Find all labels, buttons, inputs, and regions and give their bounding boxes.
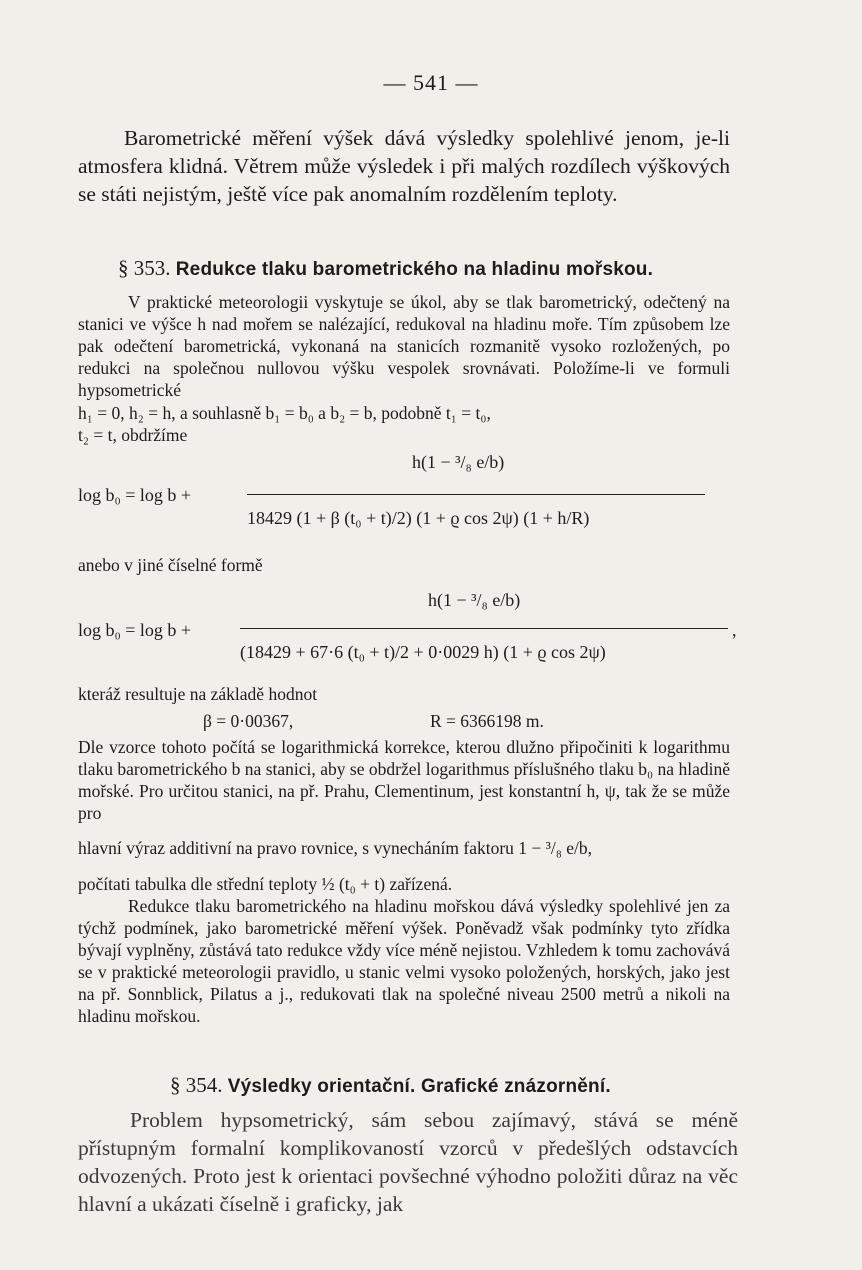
formula-2-comma: ,: [732, 620, 737, 640]
formula-1-denominator: 18429 (1 + β (t₀ + t)/2) (1 + ϱ cos 2ψ) (1 + h/R): [247, 508, 590, 528]
section-heading-354: [170, 1073, 611, 1098]
fraction-bar-1: [247, 494, 705, 495]
value-beta: β = 0·00367,: [203, 711, 294, 731]
alt-form-label: anebo v jiné číselné formě: [78, 555, 263, 575]
paragraph-reliability: Redukce tlaku barometrického na hladinu mořskou dává výsledky spolehlivé jen za týchž podmínek, jako barometrické měření výšek. Poněvadž však podmínky tyto zřídka bývají vyplněny, zůstává tato redukce vždy více méně nejistou. Vzhledem k tomu zachovává se v praktické meteorologii pravidlo, u stanic velmi vysoko položených, horských, jako jest na př. Sonnblick, Pilatus a j., redukovati tlak na společné niveau 2500 metrů a nikoli na hladinu mořskou.: [78, 896, 730, 1026]
formula-2-numerator: h(1 − ³/₈ e/b): [428, 590, 521, 610]
paragraph-correction-end: počítati tabulka dle střední teploty ½ (t₀ + t) zařízená.: [78, 874, 453, 894]
paragraph-intro: Barometrické měření výšek dává výsledky spolehlivé jenom, je-li atmosfera klidná. Větrem může výsledek i při malých rozdílech výškových se státi nejistým, ještě více pak anomalním rozdělením teploty.: [78, 126, 730, 206]
formula-1-lhs: log b₀ = log b +: [78, 485, 192, 505]
paragraph-correction-line: hlavní výraz additivní na pravo rovnice, s vynecháním faktoru 1 − ³/₈ e/b,: [78, 838, 592, 858]
section-heading-353: [118, 256, 653, 281]
section-number: § 353.: [118, 256, 171, 280]
paragraph-correction: Dle vzorce tohoto počítá se logarithmická korrekce, kterou dlužno připočiniti k logarithmu tlaku barometrického b na stanici, aby se obdržel logarithmus příslušného tlaku b₀ na hladině mořské. Pro určitou stanici, na př. Prahu, Clementinum, jest konstantní h, ψ, tak že se může pro: [78, 737, 730, 823]
formula-1-numerator: h(1 − ³/₈ e/b): [412, 452, 505, 472]
formula-2-lhs: log b₀ = log b +: [78, 620, 192, 640]
section-number: § 354.: [170, 1073, 223, 1097]
paragraph-reduction: V praktické meteorologii vyskytuje se úkol, aby se tlak barometrický, odečtený na stanici ve výšce h nad mořem se nalézající, redukoval na hladinu moře. Tím způsobem lze pak odečtení barometrická, vykonaná na stanicích rozmanitě vysoko rozložených, po redukci na společnou nullovou výšku vespolek srovnávati. Položíme-li ve formuli hypsometrické: [78, 292, 730, 400]
page-number: — 541 —: [383, 70, 479, 95]
assignment-line: h₁ = 0, h₂ = h, a souhlasně b₁ = b₀ a b₂ = b, podobně t₁ = t₀,: [78, 403, 491, 423]
assignment-line-2: t₂ = t, obdržíme: [78, 425, 188, 445]
paragraph-orientation: Problem hypsometrický, sám sebou zajímavý, stává se méně přístupným formalní komplikovaností vzorců v předešlých odstavcích odvozených. Proto jest k orientaci povšechné výhodno položiti důraz na věc hlavní a ukázati číselně i graficky, jak: [78, 1108, 738, 1216]
formula-2-denominator: (18429 + 67·6 (t₀ + t)/2 + 0·0029 h) (1 + ϱ cos 2ψ): [240, 642, 606, 662]
section-title: Výsledky orientační. Grafické znázornění.: [227, 1076, 611, 1097]
fraction-bar-2: [240, 628, 728, 629]
value-radius: R = 6366198 m.: [430, 711, 544, 731]
values-intro: kteráž resultuje na základě hodnot: [78, 684, 318, 704]
section-title: Redukce tlaku barometrického na hladinu mořskou.: [175, 259, 654, 280]
